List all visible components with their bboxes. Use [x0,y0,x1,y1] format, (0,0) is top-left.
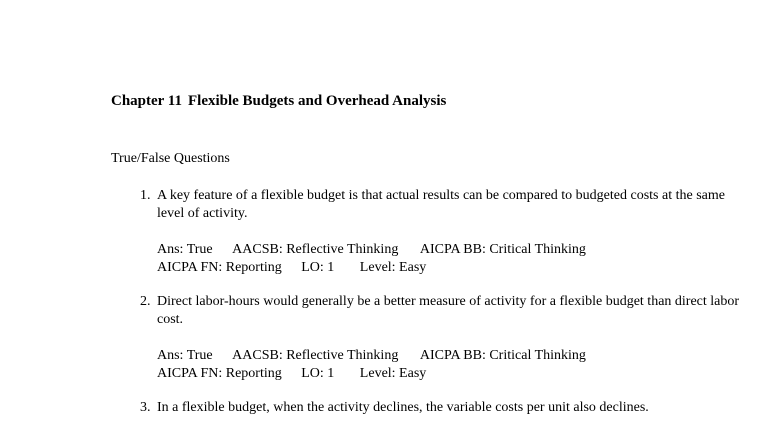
question-text: Direct labor-hours would generally be a better measure of activity for a flexible budget than direct labor cost. [157,294,740,327]
aicpa-bb-tag: AICPA BB: Critical Thinking [419,242,586,257]
answer-metadata [157,241,740,277]
question-number: 1. [140,188,151,203]
question-number: 3. [140,400,151,415]
question-number: 2. [140,294,151,309]
aacsb-tag: AACSB: Reflective Thinking [232,348,399,363]
aacsb-tag: AACSB: Reflective Thinking [232,242,399,257]
answer-value: Ans: True [157,242,213,257]
level-tag: Level: Easy [359,260,427,275]
aicpa-fn-tag: AICPA FN: Reporting [157,260,282,275]
question-item [140,293,740,383]
answer-value: Ans: True [157,348,213,363]
question-item [140,399,740,417]
chapter-label: Chapter 11 [111,93,182,109]
lo-tag: LO: 1 [301,366,335,381]
question-text: In a flexible budget, when the activity declines, the variable costs per unit also declines. [157,400,649,415]
answer-metadata [157,347,740,383]
level-tag: Level: Easy [359,366,427,381]
chapter-name: Flexible Budgets and Overhead Analysis [187,93,447,109]
aicpa-fn-tag: AICPA FN: Reporting [157,366,282,381]
aicpa-bb-tag: AICPA BB: Critical Thinking [419,348,586,363]
question-item [140,187,740,277]
lo-tag: LO: 1 [301,260,335,275]
question-text: A key feature of a flexible budget is that actual results can be compared to budgeted costs at the same level of activity. [157,188,725,221]
section-title: True/False Questions [111,151,230,166]
chapter-title [111,93,446,110]
